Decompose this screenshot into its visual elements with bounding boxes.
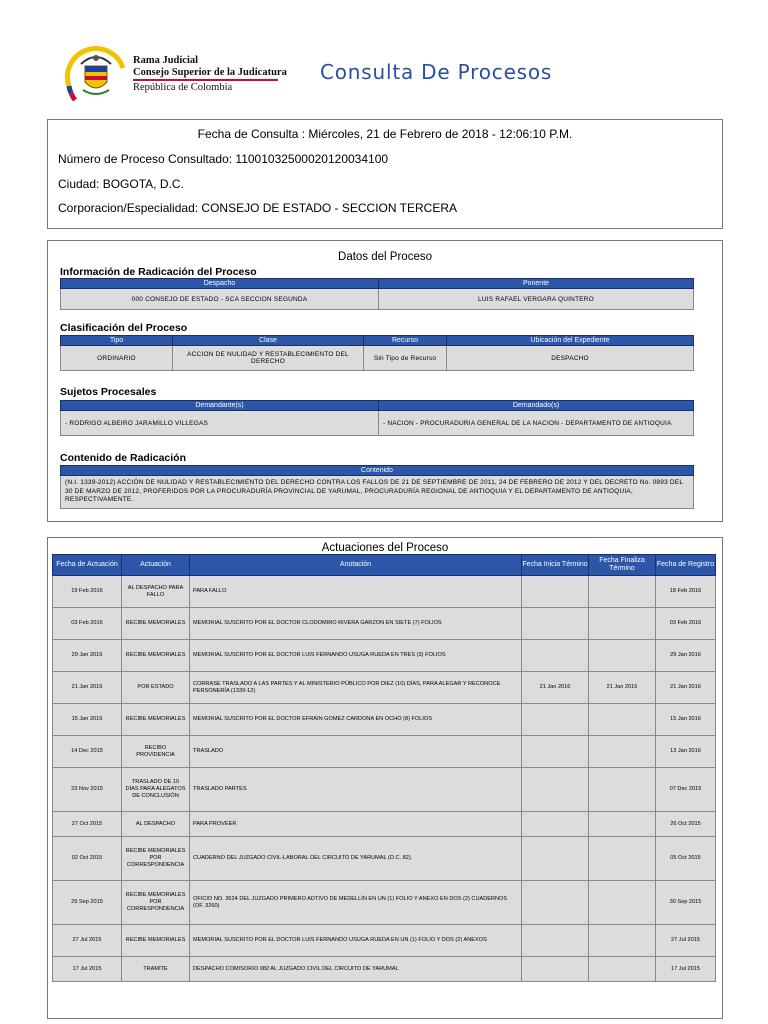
fecha-finaliza-cell xyxy=(589,736,656,768)
datos-proceso-panel xyxy=(47,240,723,522)
despacho-value: 000 CONSEJO DE ESTADO - SCA SECCION SEGUNDA xyxy=(61,289,379,310)
actuaciones-table xyxy=(52,554,716,982)
clasificacion-table xyxy=(60,335,694,371)
org-line-1: Rama Judicial xyxy=(133,55,199,66)
datos-title: Datos del Proceso xyxy=(338,251,432,263)
col-demandante: Demandante(s) xyxy=(61,401,379,411)
demandado-value: - NACION - PROCURADURIA GENERAL DE LA NACION - DEPARTAMENTO DE ANTIOQUIA xyxy=(379,411,694,436)
fecha-inicia-cell xyxy=(522,837,589,881)
fecha-finaliza-cell xyxy=(589,704,656,736)
fecha-finaliza-cell xyxy=(589,881,656,925)
fecha-finaliza-cell xyxy=(589,576,656,608)
fecha-registro-cell: 30 Sep 2015 xyxy=(656,881,716,925)
consulta-info-panel xyxy=(47,119,723,229)
col-fecha-registro: Fecha de Registro xyxy=(656,555,716,576)
page-header xyxy=(0,0,768,110)
col-ubicacion: Ubicación del Expediente xyxy=(447,336,694,346)
actuaciones-title: Actuaciones del Proceso xyxy=(321,542,449,554)
fecha-actuacion-cell: 14 Dec 2015 xyxy=(53,736,122,768)
table-row xyxy=(53,837,716,881)
fecha-inicia-cell xyxy=(522,640,589,672)
fecha-actuacion-cell: 21 Jan 2016 xyxy=(53,672,122,704)
fecha-finaliza-cell xyxy=(589,812,656,837)
fecha-actuacion-cell: 02 Oct 2015 xyxy=(53,837,122,881)
fecha-finaliza-cell xyxy=(589,608,656,640)
actuacion-cell: RECIBO PROVIDENCIA xyxy=(122,736,190,768)
fecha-inicia-cell xyxy=(522,925,589,957)
col-actuacion: Actuación xyxy=(122,555,190,576)
ponente-value: LUIS RAFAEL VERGARA QUINTERO xyxy=(379,289,694,310)
anotacion-cell: TRASLADO xyxy=(190,736,522,768)
fecha-actuacion-cell: 27 Oct 2015 xyxy=(53,812,122,837)
anotacion-cell: MEMORIAL SUSCRITO POR EL DOCTOR LUIS FERNANDO USUGA RUEDA EN TRES (3) FOLIOS xyxy=(190,640,522,672)
fecha-actuacion-cell: 03 Feb 2016 xyxy=(53,608,122,640)
fecha-inicia-cell xyxy=(522,881,589,925)
recurso-value: Sin Tipo de Recurso xyxy=(364,346,447,371)
fecha-actuacion-cell: 19 Feb 2016 xyxy=(53,576,122,608)
corporacion: Corporacion/Especialidad: CONSEJO DE ESTADO - SECCION TERCERA xyxy=(58,201,458,215)
anotacion-cell: DESPACHO COMISORIO 082 AL JUZGADO CIVIL DEL CIRCUITO DE YARUMAL xyxy=(190,957,522,982)
org-line-2: Consejo Superior de la Judicatura xyxy=(133,67,287,78)
fecha-inicia-cell: 21 Jan 2016 xyxy=(522,672,589,704)
ubicacion-value: DESPACHO xyxy=(447,346,694,371)
clase-value: ACCION DE NULIDAD Y RESTABLECIMIENTO DEL DERECHO xyxy=(173,346,364,371)
col-demandado: Demandado(s) xyxy=(379,401,694,411)
fecha-registro-cell: 26 Oct 2015 xyxy=(656,812,716,837)
actuaciones-panel xyxy=(47,537,723,1019)
ciudad: Ciudad: BOGOTA, D.C. xyxy=(58,177,184,191)
fecha-inicia-cell xyxy=(522,576,589,608)
actuacion-cell: AL DESPACHO PARA FALLO xyxy=(122,576,190,608)
fecha-inicia-cell xyxy=(522,768,589,812)
organization-name xyxy=(133,55,287,94)
fecha-registro-cell: 15 Jan 2016 xyxy=(656,704,716,736)
actuacion-cell: RECIBE MEMORIALES xyxy=(122,704,190,736)
fecha-inicia-cell xyxy=(522,736,589,768)
fecha-registro-cell: 21 Jan 2016 xyxy=(656,672,716,704)
fecha-registro-cell: 03 Feb 2016 xyxy=(656,608,716,640)
table-row xyxy=(53,736,716,768)
fecha-registro-cell: 29 Jan 2016 xyxy=(656,640,716,672)
anotacion-cell: CORRASE TRASLADO A LAS PARTES Y AL MINISTERIO PÚBLICO POR DIEZ (10) DÍAS, PARA ALEGAR Y RECONOCE PERSONERÍA (1339-12) xyxy=(190,672,522,704)
actuacion-cell: RECIBE MEMORIALES xyxy=(122,608,190,640)
fecha-registro-cell: 17 Jul 2015 xyxy=(656,957,716,982)
contenido-table xyxy=(60,465,694,509)
fecha-registro-cell: 13 Jan 2016 xyxy=(656,736,716,768)
org-divider xyxy=(133,79,278,81)
clasificacion-heading: Clasificación del Proceso xyxy=(60,322,188,334)
table-row xyxy=(53,925,716,957)
radicacion-table xyxy=(60,278,694,310)
anotacion-cell: OFICIO NO. 3624 DEL JUZGADO PRIMERO ADTIVO DE MEDELLÍN EN UN (1) FOLIO Y ANEXO EN DOS (2) CUADERNOS (OF. 3260) xyxy=(190,881,522,925)
fecha-registro-cell: 05 Oct 2015 xyxy=(656,837,716,881)
fecha-actuacion-cell: 23 Nov 2015 xyxy=(53,768,122,812)
col-despacho: Despacho xyxy=(61,279,379,289)
fecha-finaliza-cell xyxy=(589,640,656,672)
actuacion-cell: RECIBE MEMORIALES xyxy=(122,640,190,672)
anotacion-cell: PARA PROVEER xyxy=(190,812,522,837)
table-row xyxy=(53,576,716,608)
fecha-finaliza-cell xyxy=(589,837,656,881)
fecha-actuacion-cell: 15 Jan 2016 xyxy=(53,704,122,736)
col-tipo: Tipo xyxy=(61,336,173,346)
fecha-finaliza-cell xyxy=(589,768,656,812)
tipo-value: ORDINARIO xyxy=(61,346,173,371)
fecha-registro-cell: 07 Dec 2015 xyxy=(656,768,716,812)
contenido-heading: Contenido de Radicación xyxy=(60,452,187,464)
actuacion-cell: RECIBE MEMORIALES POR CORRESPONDENCIA xyxy=(122,881,190,925)
fecha-consulta: Fecha de Consulta : Miércoles, 21 de Febrero de 2018 - 12:06:10 P.M. xyxy=(197,127,573,141)
radicacion-heading: Información de Radicación del Proceso xyxy=(60,266,257,278)
fecha-registro-cell: 18 Feb 2016 xyxy=(656,576,716,608)
fecha-finaliza-cell xyxy=(589,925,656,957)
sujetos-table xyxy=(60,400,694,436)
fecha-finaliza-cell: 21 Jan 2016 xyxy=(589,672,656,704)
actuacion-cell: RECIBE MEMORIALES xyxy=(122,925,190,957)
anotacion-cell: TRASLADO PARTES xyxy=(190,768,522,812)
col-fecha-actuacion: Fecha de Actuación xyxy=(53,555,122,576)
fecha-registro-cell: 27 Jul 2015 xyxy=(656,925,716,957)
table-row xyxy=(53,812,716,837)
actuacion-cell: RECIBE MEMORIALES POR CORRESPONDENCIA xyxy=(122,837,190,881)
contenido-value: (N.I. 1339-2012) ACCIÓN DE NULIDAD Y RESTABLECIMIENTO DEL DERECHO CONTRA LOS FALLOS DE 21 DE SEPTIEMBRE DE 2011, 24 DE FEBRERO DE 2012 Y DEL DECRETO No. 0893 DEL 30 DE MARZO DE 2012, PROFERIDOS POR LA PROCURADURÍA PROVINCIAL DE YARUMAL, PROCURADURÍA REGIONAL DE ANTIOQUIA Y EL DEPARTAMENTO DE ANTIOQUIA, RESPECTIVAMENTE. xyxy=(61,476,694,509)
col-anotacion: Anotación xyxy=(190,555,522,576)
fecha-actuacion-cell: 17 Jul 2015 xyxy=(53,957,122,982)
fecha-finaliza-cell xyxy=(589,957,656,982)
actuacion-cell: POR ESTADO xyxy=(122,672,190,704)
actuacion-cell: AL DESPACHO xyxy=(122,812,190,837)
actuacion-cell: TRAMITE xyxy=(122,957,190,982)
col-clase: Clase xyxy=(173,336,364,346)
fecha-actuacion-cell: 29 Jan 2016 xyxy=(53,640,122,672)
fecha-actuacion-cell: 27 Jul 2015 xyxy=(53,925,122,957)
fecha-inicia-cell xyxy=(522,608,589,640)
app-title: Consulta De Procesos xyxy=(320,60,553,84)
fecha-actuacion-cell: 29 Sep 2015 xyxy=(53,881,122,925)
sujetos-heading: Sujetos Procesales xyxy=(60,386,157,398)
anotacion-cell: MEMORIAL SUSCRITO POR EL DOCTOR CLODOMIRO RIVERA GARZON EN SIETE (7) FOLIOS xyxy=(190,608,522,640)
fecha-inicia-cell xyxy=(522,812,589,837)
fecha-inicia-cell xyxy=(522,957,589,982)
table-row xyxy=(53,640,716,672)
col-recurso: Recurso xyxy=(364,336,447,346)
table-row xyxy=(53,881,716,925)
actuacion-cell: TRASLADO DE 10 DÍAS PARA ALEGATOS DE CONCLUSIÓN xyxy=(122,768,190,812)
demandante-value: - RODRIGO ALBEIRO JARAMILLO VILLEGAS xyxy=(61,411,379,436)
col-ponente: Ponente xyxy=(379,279,694,289)
anotacion-cell: MEMORIAL SUSCRITO POR EL DOCTOR LUIS FERNANDO USUGA RUEDA EN UN (1) FOLIO Y DOS (2) ANEXOS xyxy=(190,925,522,957)
table-row xyxy=(53,704,716,736)
anotacion-cell: PARA FALLO xyxy=(190,576,522,608)
table-row xyxy=(53,672,716,704)
anotacion-cell: MEMORIAL SUSCRITO POR EL DOCTOR EFRAIN GOMEZ CARDONA EN OCHO (8) FOLIOS xyxy=(190,704,522,736)
numero-proceso: Número de Proceso Consultado: 11001032500020120034100 xyxy=(58,152,389,166)
anotacion-cell: CUADERNO DEL JUZGADO CIVIL-LABORAL DEL CIRCUITO DE YARUMAL (D.C. 82). xyxy=(190,837,522,881)
colombia-coat-of-arms-icon xyxy=(63,46,129,112)
org-line-3: República de Colombia xyxy=(133,82,233,93)
col-fecha-inicia: Fecha Inicia Término xyxy=(522,555,589,576)
fecha-inicia-cell xyxy=(522,704,589,736)
table-row xyxy=(53,957,716,982)
table-row xyxy=(53,768,716,812)
col-contenido: Contenido xyxy=(61,466,694,476)
table-row xyxy=(53,608,716,640)
col-fecha-finaliza: Fecha Finaliza Término xyxy=(589,555,656,576)
